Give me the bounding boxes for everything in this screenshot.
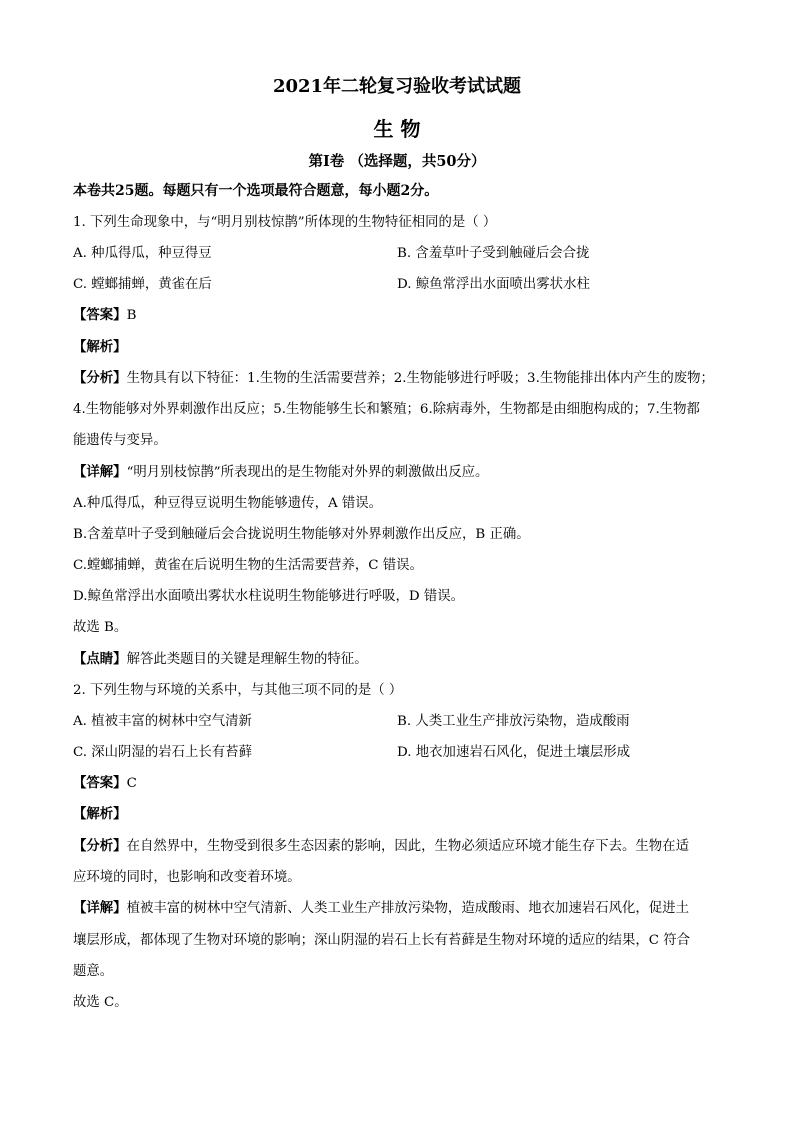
fenxi-line: 在自然界中，生物受到很多生态因素的影响，因此，生物必须适应环境才能生存下去。生物在适: [126, 839, 689, 854]
q1-option-a: A. 种瓜得瓜，种豆得豆: [73, 246, 212, 261]
q2-xiangjie-line-3: 题意。: [73, 964, 114, 979]
q1-answer: [73, 309, 136, 322]
section-title: 第Ⅰ卷 （选择题，共50分）: [308, 153, 486, 170]
fenxi-line: 生物具有以下特征：1.生物的生活需要营养；2.生物能够进行呼吸；3.生物能排出体内产生的废物；: [126, 371, 714, 386]
dianjing-label: 【点睛】: [73, 651, 127, 667]
question-2-stem: 2. 下列生物与环境的关系中，与其他三项不同的是（ ）: [73, 683, 403, 698]
instruction: 本卷共25题。每题只有一个选项最符合题意，每小题2分。: [73, 183, 439, 199]
q1-fenxi-line-2: 4.生物能够对外界刺激作出反应；5.生物能够生长和繁殖；6.除病毒外，生物都是由细胞构成的；7.生物都: [73, 402, 700, 417]
q1-dianjing: [73, 653, 368, 666]
q2-fenxi: [73, 840, 689, 853]
xiangjie-label: 【详解】: [73, 900, 127, 916]
q1-detail-c: C.螳螂捕蝉，黄雀在后说明生物的生活需要营养，C 错误。: [73, 558, 423, 573]
question-1-stem: 1. 下列生命现象中，与“明月别枝惊鹊”所体现的生物特征相同的是（ ）: [73, 215, 497, 230]
exam-title: 2021年二轮复习验收考试试题: [272, 76, 522, 97]
q2-answer: [73, 777, 137, 790]
q1-analysis-label: 【解析】: [73, 339, 127, 355]
answer-value: C: [126, 776, 137, 791]
q2-option-a: A. 植被丰富的树林中空气清新: [73, 714, 252, 729]
xiangjie-label: 【详解】: [73, 464, 127, 480]
q2-xiangjie: [73, 902, 689, 915]
q2-analysis-label: 【解析】: [73, 806, 127, 822]
q2-option-b: B. 人类工业生产排放污染物，造成酸雨: [397, 714, 630, 729]
dianjing-text: 解答此类题目的关键是理解生物的特征。: [126, 652, 368, 667]
xiangjie-text: 植被丰富的树林中空气清新、人类工业生产排放污染物，造成酸雨、地衣加速岩石风化，促进土: [126, 901, 689, 916]
xiangjie-text: “明月别枝惊鹊”所表现出的是生物能对外界的刺激做出反应。: [126, 465, 489, 480]
fenxi-label: 【分析】: [73, 838, 127, 854]
q1-detail-d: D.鲸鱼常浮出水面喷出雾状水柱说明生物能够进行呼吸，D 错误。: [73, 589, 465, 604]
q2-option-c: C. 深山阴湿的岩石上长有苔藓: [73, 745, 252, 760]
q2-option-d: D. 地衣加速岩石风化，促进土壤层形成: [397, 745, 631, 760]
q1-fenxi: [73, 372, 714, 385]
fenxi-label: 【分析】: [73, 370, 127, 386]
q2-conclusion: 故选 C。: [73, 995, 128, 1010]
q1-fenxi-line-3: 能遗传与变异。: [73, 433, 167, 448]
q1-conclusion: 故选 B。: [73, 620, 128, 635]
q1-detail-b: B.含羞草叶子受到触碰后会合拢说明生物能够对外界刺激作出反应，B 正确。: [73, 527, 530, 542]
answer-label: 【答案】: [73, 775, 127, 791]
answer-label: 【答案】: [73, 307, 127, 323]
q1-option-c: C. 螳螂捕蝉，黄雀在后: [73, 277, 212, 292]
q1-xiangjie: [73, 466, 488, 479]
q1-option-b: B. 含羞草叶子受到触碰后会合拢: [397, 246, 590, 261]
q1-detail-a: A.种瓜得瓜，种豆得豆说明生物能够遗传，A 错误。: [73, 496, 383, 511]
subject-title: 生 物: [373, 117, 421, 141]
q2-xiangjie-line-2: 壤层形成，都体现了生物对环境的影响；深山阴湿的岩石上长有苔藓是生物对环境的适应的结果，C 符合: [73, 933, 691, 948]
q1-option-d: D. 鲸鱼常浮出水面喷出雾状水柱: [397, 277, 590, 292]
q2-fenxi-line-2: 应环境的同时，也影响和改变着环境。: [73, 870, 301, 885]
answer-value: B: [126, 308, 137, 323]
